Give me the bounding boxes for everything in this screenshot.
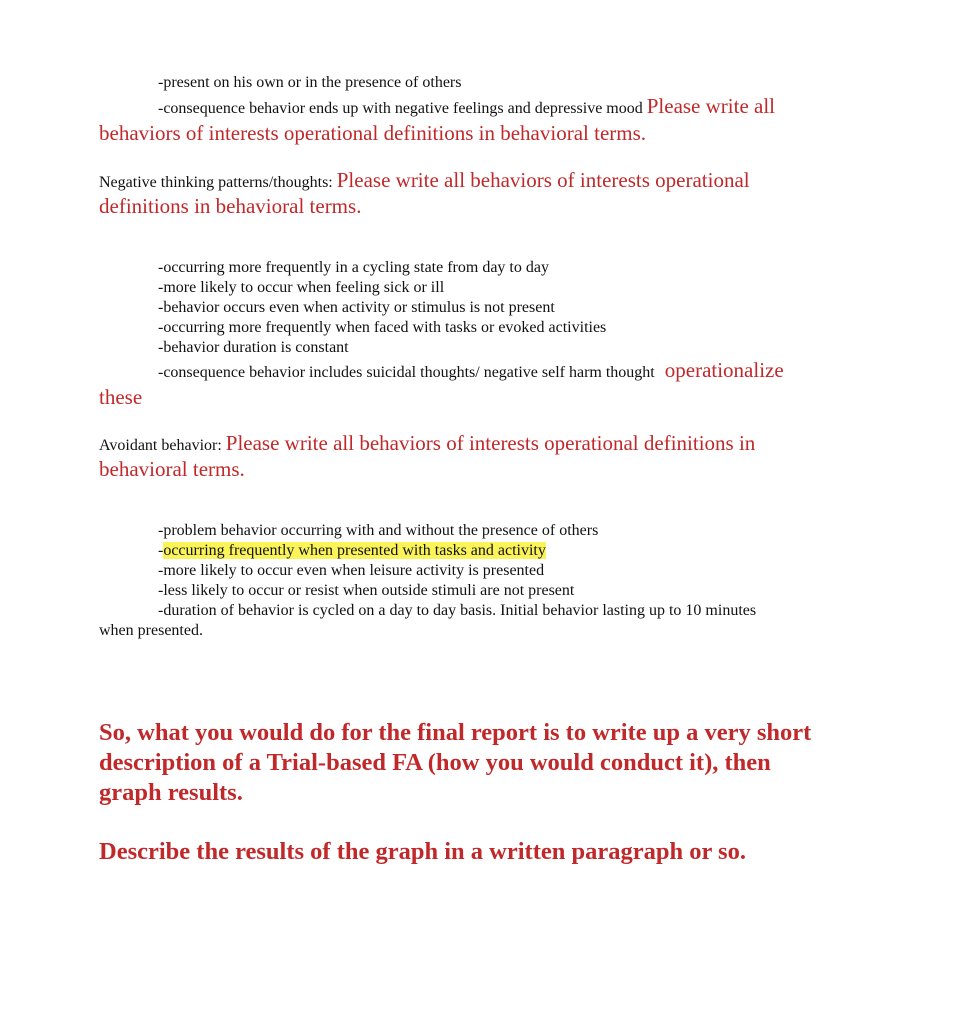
feedback-comment: operationalize (664, 358, 784, 382)
behavior-criterion-line: when presented. (99, 622, 203, 639)
behavior-criterion-line: -occurring more frequently in a cycling state from day to day (158, 259, 549, 276)
section-heading: Avoidant behavior: (99, 437, 222, 454)
section-heading: Negative thinking patterns/thoughts: (99, 174, 333, 191)
behavior-criterion-line: -more likely to occur when feeling sick or ill (158, 279, 445, 296)
criterion-text: -consequence behavior includes suicidal thoughts/ negative self harm thought (158, 364, 655, 381)
criterion-text: -present on his own or in the presence of others (158, 74, 462, 91)
behavior-criterion-line: -behavior occurs even when activity or stimulus is not present (158, 299, 555, 316)
feedback-comment: Please write all behaviors of interests operational definitions in (225, 431, 756, 455)
instruction-line: Describe the results of the graph in a written paragraph or so. (99, 838, 746, 865)
instruction-line: description of a Trial-based FA (how you would conduct it), then (99, 749, 771, 776)
behavior-criterion-line: -more likely to occur even when leisure activity is presented (158, 562, 545, 579)
feedback-comment-continued: these (99, 385, 143, 409)
feedback-comment-continued: behavioral terms. (99, 457, 245, 481)
behavior-criterion-line (158, 73, 461, 93)
section-heading-line (99, 168, 750, 195)
criterion-text: -consequence behavior ends up with negative feelings and depressive mood (158, 100, 643, 117)
behavior-criterion-line: -duration of behavior is cycled on a day to day basis. Initial behavior lasting up to 10 minutes (158, 602, 757, 619)
behavior-criterion-line: -problem behavior occurring with and without the presence of others (158, 522, 599, 539)
section-heading-line (99, 431, 755, 458)
behavior-criterion-line (158, 360, 784, 383)
behavior-criterion-line: -occurring more frequently when faced with tasks or evoked activities (158, 319, 607, 336)
instruction-line: graph results. (99, 779, 243, 806)
feedback-comment: Please write all (646, 94, 776, 118)
behavior-criterion-line (158, 96, 775, 119)
feedback-comment-continued: behaviors of interests operational definitions in behavioral terms. (99, 121, 647, 145)
highlighted-text: occurring frequently when presented with tasks and activity (163, 542, 546, 559)
criterion-dash: - (158, 542, 164, 559)
feedback-comment-continued: definitions in behavioral terms. (99, 194, 362, 218)
behavior-criterion-line: -less likely to occur or resist when outside stimuli are not present (158, 582, 575, 599)
behavior-criterion-line (158, 541, 546, 561)
instruction-line: So, what you would do for the final report is to write up a very short (99, 719, 812, 746)
feedback-comment: Please write all behaviors of interests operational (336, 168, 750, 192)
behavior-criterion-line: -behavior duration is constant (158, 339, 349, 356)
